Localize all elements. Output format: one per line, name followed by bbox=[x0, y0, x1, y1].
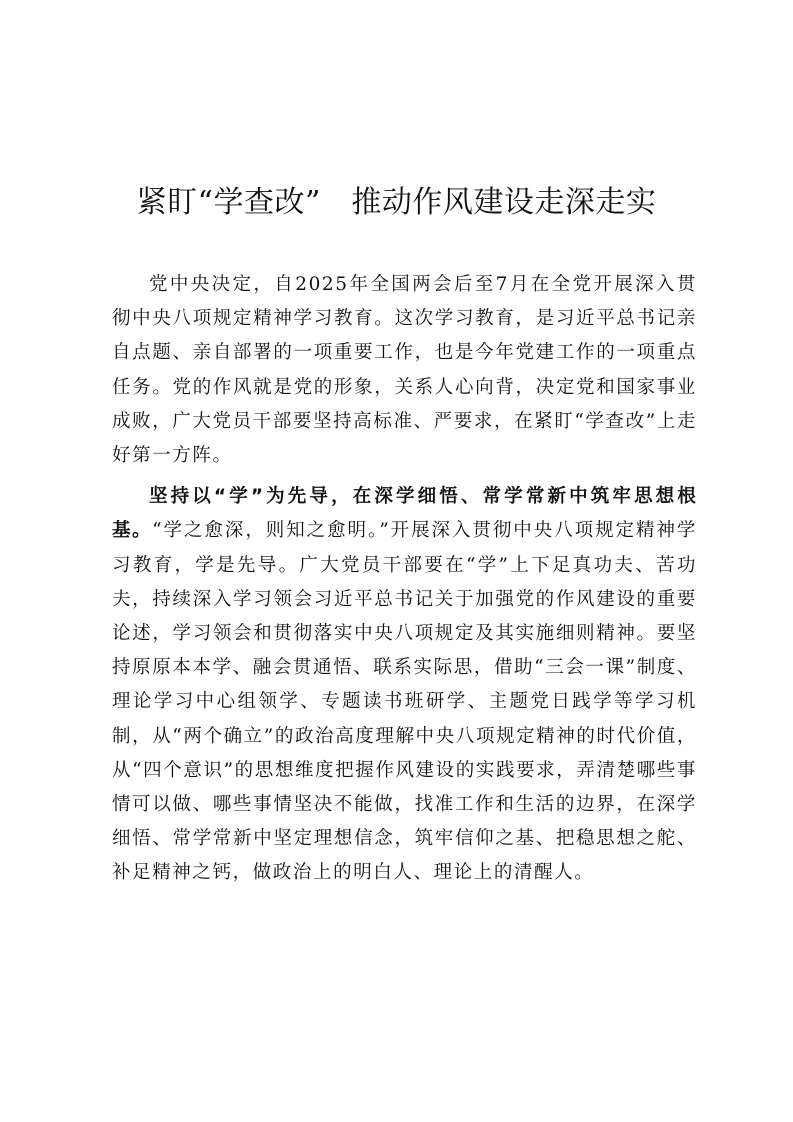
paragraph-study-text: “学之愈深，则知之愈明。”开展深入贯彻中央八项规定精神学习教育，学是先导。广大党员干部要在“学”上下足真功夫、苦功夫，持续深入学习领会习近平总书记关于加强党的作风建设的重要论述，学习领会和贯彻落实中央八项规定及其实施细则精神。要坚持原原本本学、融会贯通悟、联系实际思，借助“三会一课”制度、理论学习中心组领学、专题读书班研学、主题党日践学等学习机制，从“两个确立”的政治高度理解中央八项规定精神的时代价值，从“四个意识”的思想维度把握作风建设的实践要求，弄清楚哪些事情可以做、哪些事情坚决不能做，找准工作和生活的边界，在深学细悟、常学常新中坚定理想信念，筑牢信仰之基、把稳思想之舵、补足精神之钙，做政治上的明白人、理论上的清醒人。 bbox=[112, 520, 698, 884]
document-body bbox=[112, 268, 697, 898]
paragraph-study-heading: 坚持以“学”为先导，在深学细悟、常学常新中筑牢思想根基。 bbox=[112, 486, 697, 542]
paragraph-study bbox=[112, 480, 697, 890]
paragraph-intro-text: 党中央决定，自2025年全国两会后至7月在全党开展深入贯彻中央八项规定精神学习教育。这次学习教育，是习近平总书记亲自点题、亲自部署的一项重要工作，也是今年党建工作的一项重点任务。党的作风就是党的形象，关系人心向背，决定党和国家事业成败，广大党员干部要坚持高标准、严要求，在紧盯“学查改”上走好第一方阵。 bbox=[112, 274, 697, 467]
paragraph-intro bbox=[112, 268, 697, 473]
document-title: 紧盯“学查改” 推动作风建设走深走实 bbox=[136, 185, 657, 220]
